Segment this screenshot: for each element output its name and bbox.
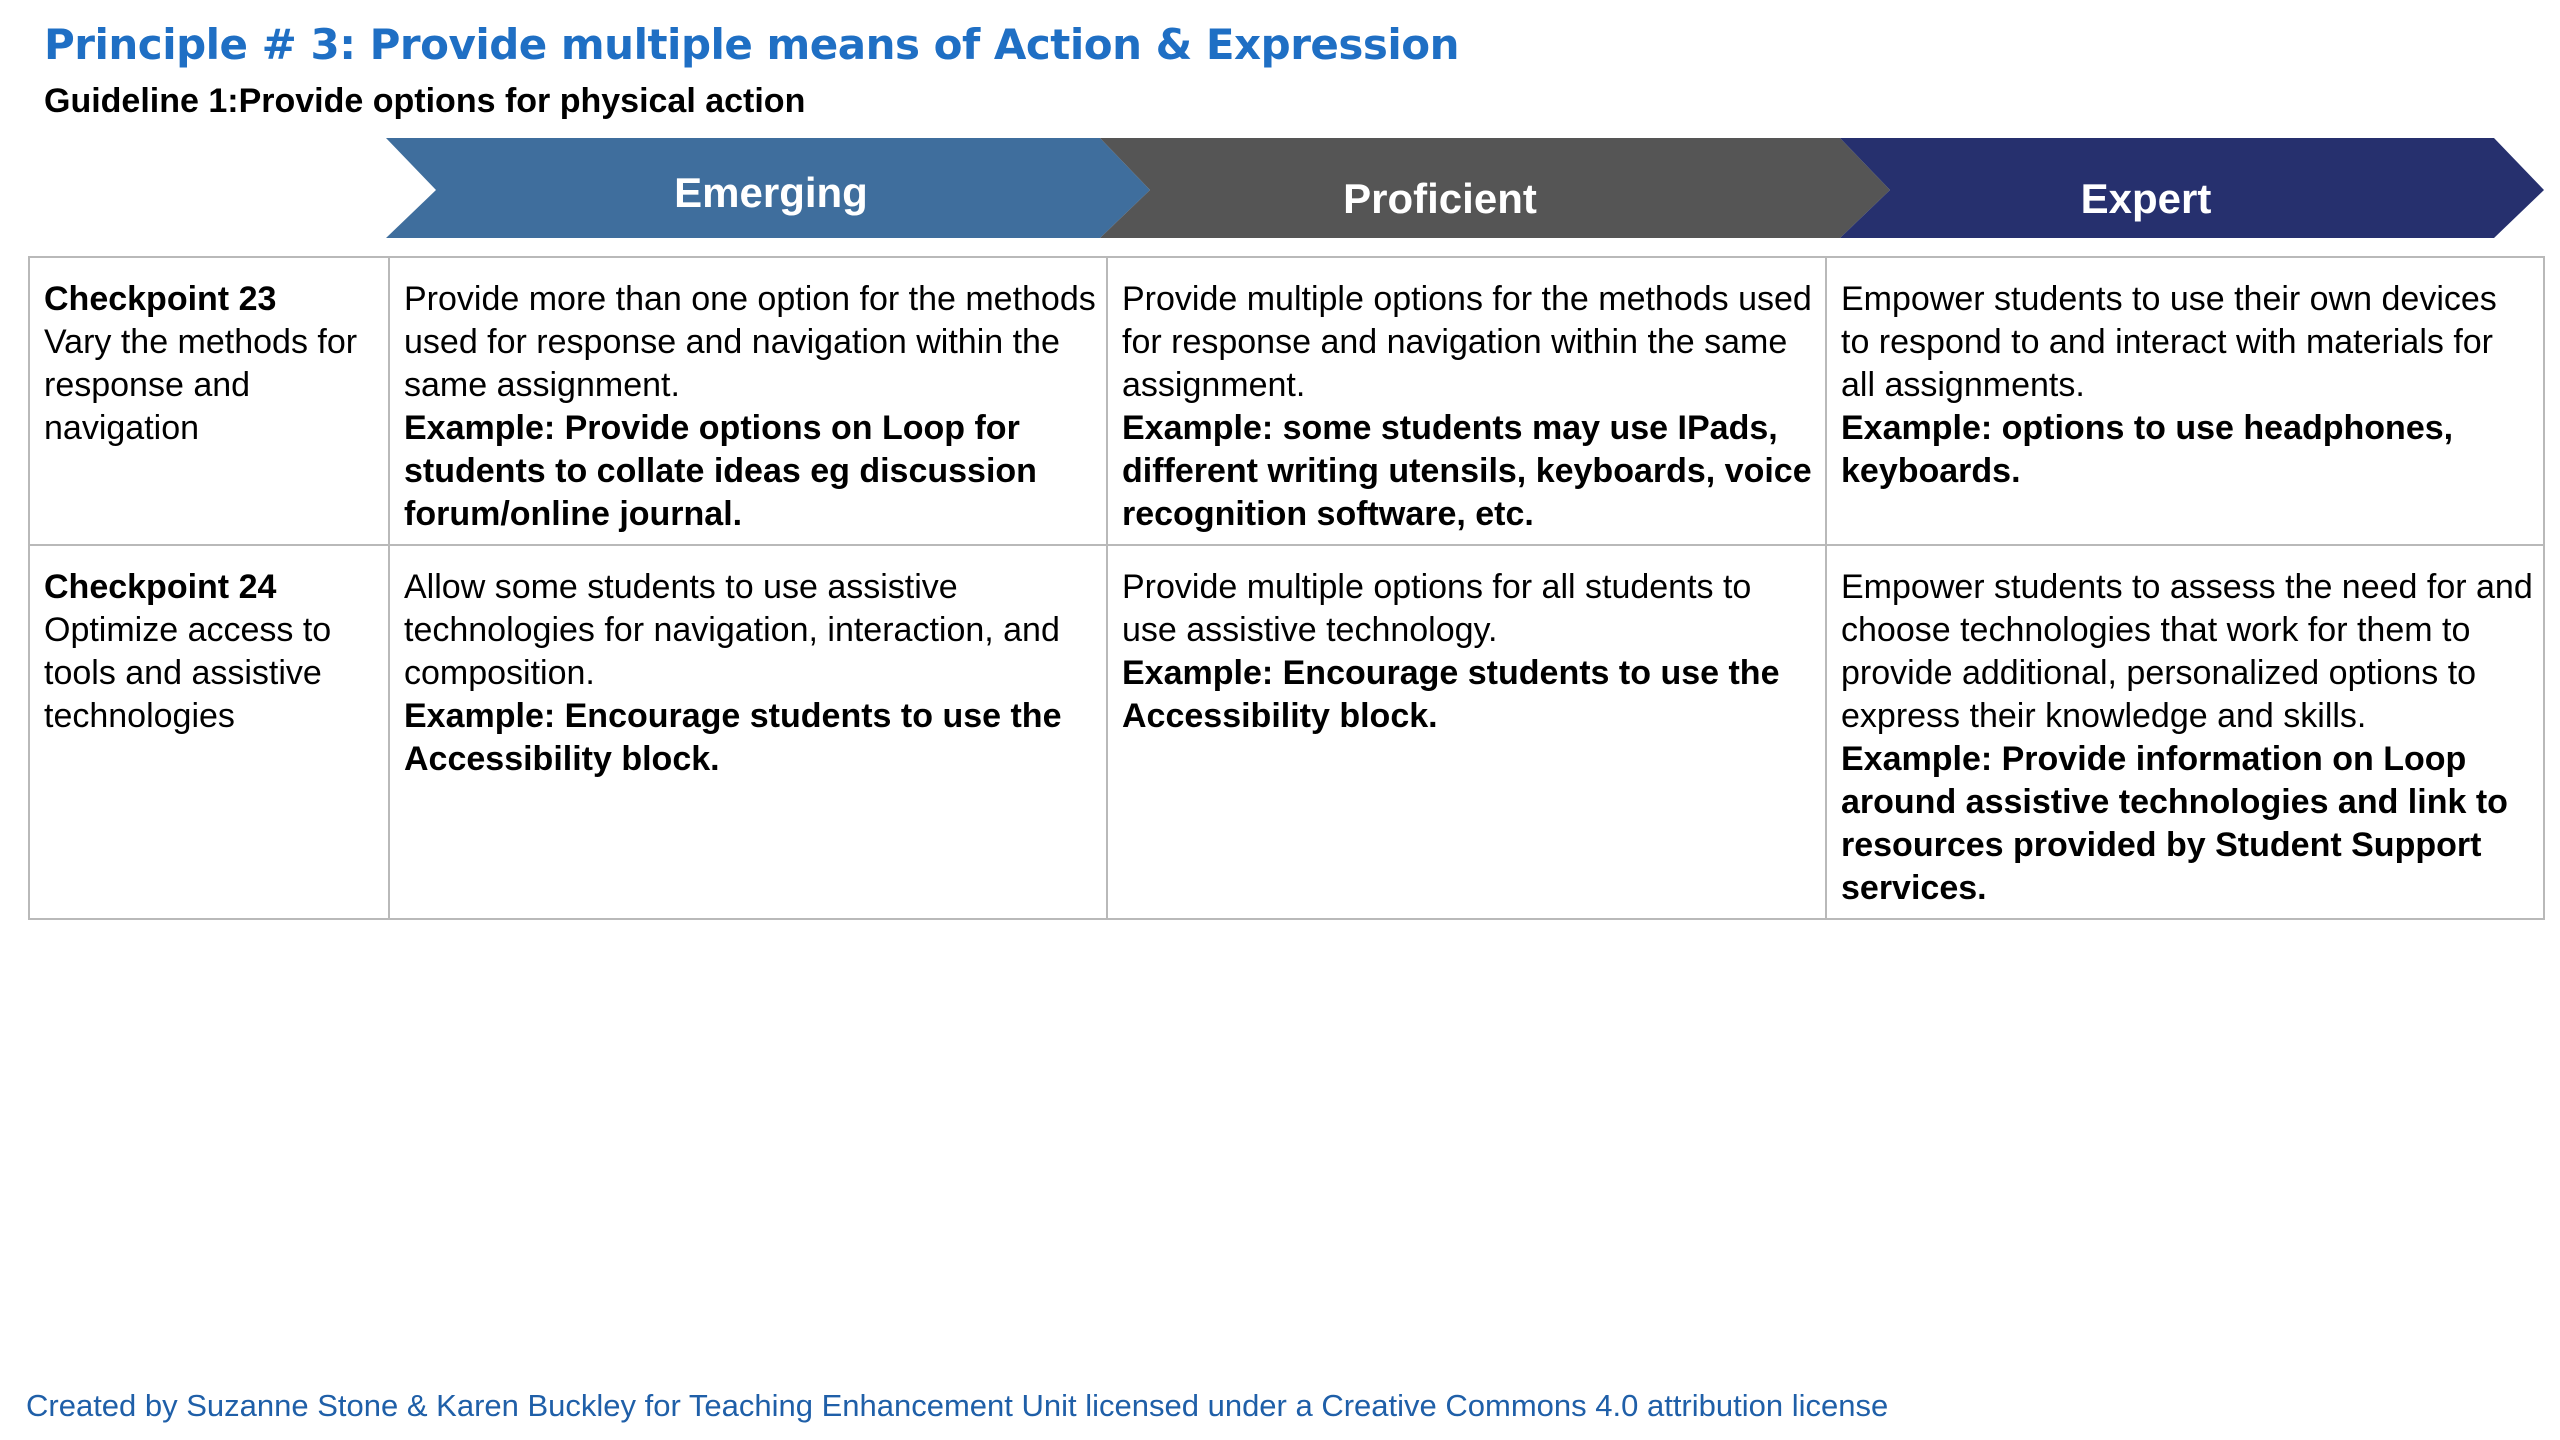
- level-label-emerging: Emerging: [674, 169, 868, 217]
- expert-cell: [1826, 257, 2544, 545]
- license-footer: Created by Suzanne Stone & Karen Buckley for Teaching Enhancement Unit licensed under a Creative Commons 4.0 attribution license: [26, 1388, 1889, 1423]
- cell-description: Allow some students to use assistive technologies for navigation, interaction, and composition.: [404, 568, 1060, 692]
- table-row: [29, 257, 2544, 545]
- cell-description: Provide multiple options for all students to use assistive technology.: [1122, 568, 1752, 649]
- cell-description: Provide multiple options for the methods used for response and navigation within the same assignment.: [1122, 280, 1812, 404]
- cell-example: Example: some students may use IPads, different writing utensils, keyboards, voice recognition software, etc.: [1122, 409, 1812, 533]
- proficient-cell: [1107, 545, 1826, 919]
- cell-description: Empower students to use their own devices to respond to and interact with materials for all assignments.: [1841, 280, 2497, 404]
- checkpoint-description: Optimize access to tools and assistive technologies: [44, 611, 332, 735]
- emerging-cell: [389, 257, 1107, 545]
- checkpoint-title: Checkpoint 23: [44, 280, 277, 318]
- level-label-proficient: Proficient: [1343, 175, 1537, 223]
- page-title: Principle # 3: Provide multiple means of Action & Expression: [44, 20, 1460, 69]
- cell-example: Example: Provide options on Loop for students to collate ideas eg discussion forum/online journal.: [404, 409, 1037, 533]
- checkpoint-title: Checkpoint 24: [44, 568, 277, 606]
- table-row: [29, 545, 2544, 919]
- cell-description: Empower students to assess the need for and choose technologies that work for them to provide additional, personalized options to express their knowledge and skills.: [1841, 568, 2533, 735]
- rubric-table: [28, 256, 2545, 920]
- cell-example: Example: options to use headphones, keyboards.: [1841, 409, 2454, 490]
- proficient-cell: [1107, 257, 1826, 545]
- cell-example: Example: Encourage students to use the Accessibility block.: [1122, 654, 1780, 735]
- checkpoint-cell: [29, 257, 389, 545]
- emerging-cell: [389, 545, 1107, 919]
- cell-description: Provide more than one option for the methods used for response and navigation within the same assignment.: [404, 280, 1096, 404]
- checkpoint-description: Vary the methods for response and navigation: [44, 323, 358, 447]
- cell-example: Example: Provide information on Loop around assistive technologies and link to resources provided by Student Support services.: [1841, 740, 2508, 907]
- expert-cell: [1826, 545, 2544, 919]
- level-label-expert: Expert: [2080, 175, 2212, 223]
- cell-example: Example: Encourage students to use the Accessibility block.: [404, 697, 1062, 778]
- checkpoint-cell: [29, 545, 389, 919]
- guideline-heading: Guideline 1:Provide options for physical action: [44, 82, 806, 120]
- level-chevron-bar: [0, 134, 2560, 246]
